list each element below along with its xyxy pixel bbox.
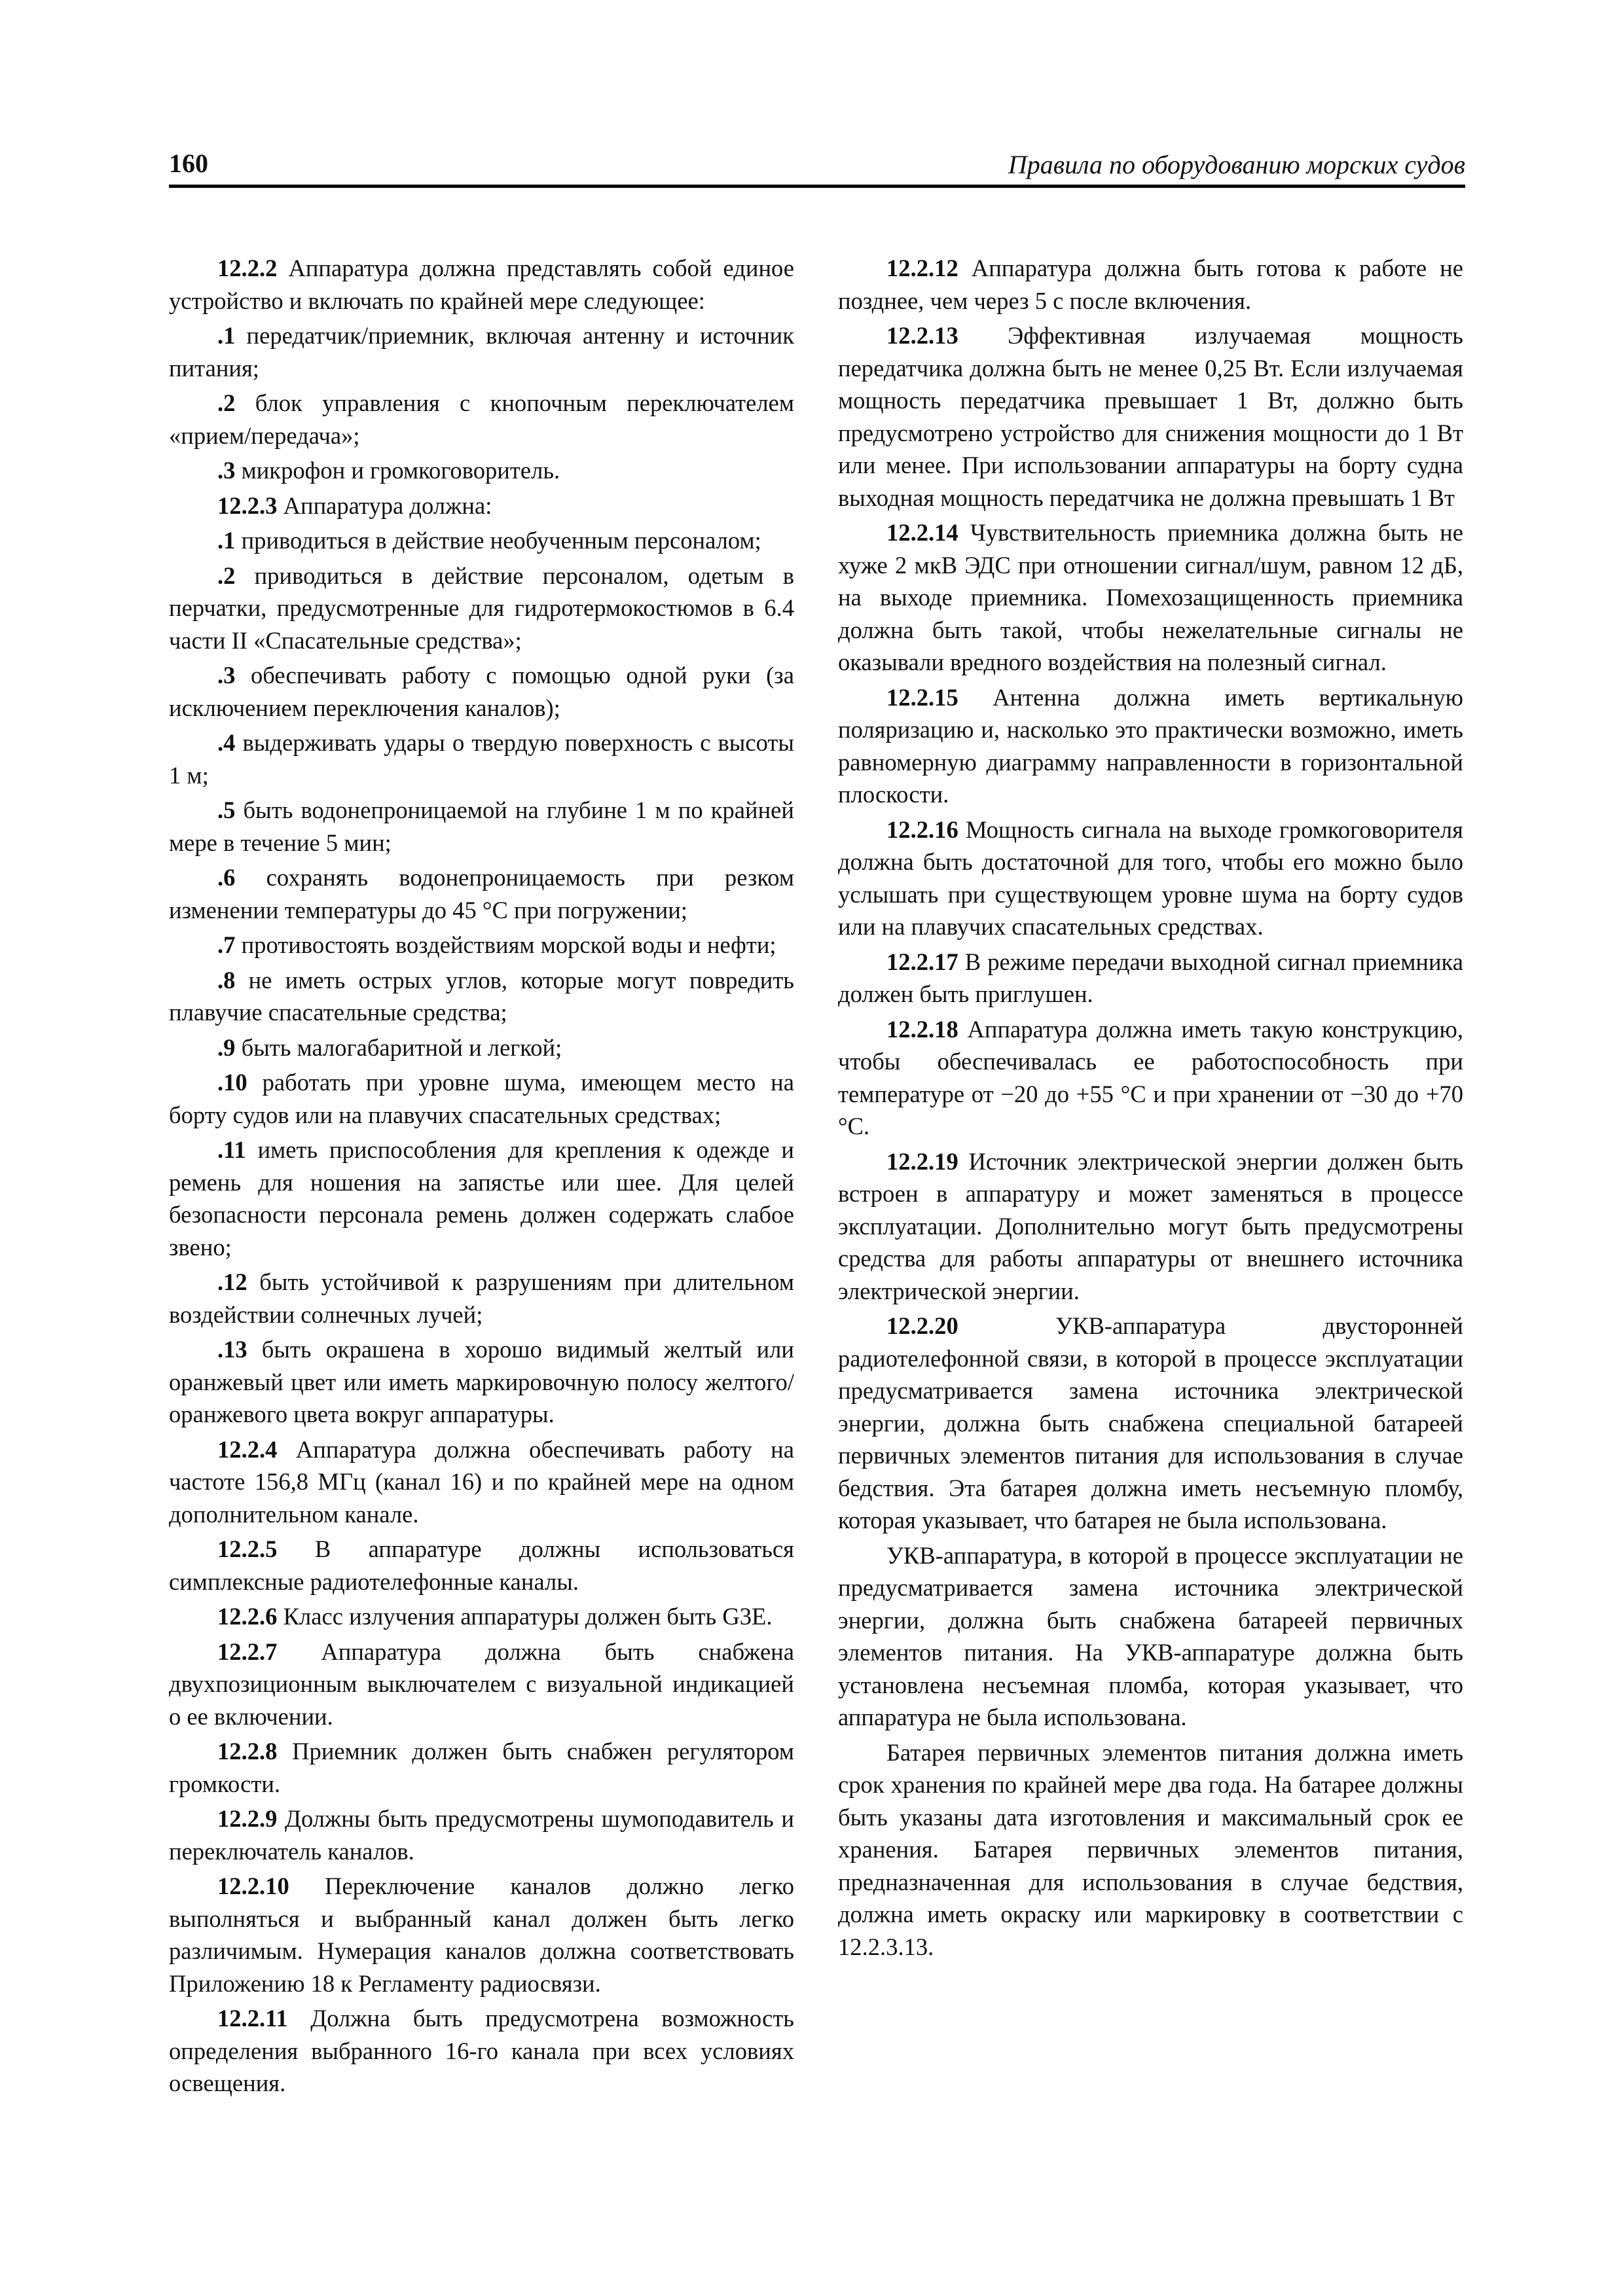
clause-number: .5	[217, 797, 236, 823]
paragraph	[838, 1145, 1463, 1308]
clause-number: 12.2.11	[217, 2005, 288, 2032]
paragraph	[838, 1736, 1463, 1964]
clause-number: .3	[217, 457, 236, 484]
paragraph	[838, 1539, 1463, 1734]
clause-number: 12.2.12	[886, 255, 958, 281]
clause-text: приводиться в действие необученным персоналом;	[235, 527, 761, 554]
clause-text: Чувствительность приемника должна быть не хуже 2 мкВ ЭДС при отношении сигнал/шум, равном 12 дБ, на выходе приемника. Помехозащищенность приемника должна быть такой, чтобы нежелательные сигналы не оказывали вредного воздействия на полезный сигнал.	[838, 519, 1463, 675]
clause-text: Должна быть предусмотрена возможность определения выбранного 16-го канала при всех условиях освещения.	[169, 2005, 794, 2096]
clause-number: 12.2.18	[886, 1015, 958, 1043]
clause-number: 12.2.10	[217, 1873, 289, 1899]
clause-number: 12.2.20	[886, 1312, 958, 1339]
clause-number: 12.2.19	[886, 1147, 958, 1175]
paragraph	[838, 1013, 1463, 1143]
paragraph	[169, 2002, 794, 2100]
clause-text: передатчик/приемник, включая антенну и источник питания;	[169, 322, 794, 382]
paragraph	[169, 964, 794, 1029]
clause-text: Антенна должна иметь вертикальную поляризацию и, насколько это практически возможно, иметь равномерную диаграмму направленности в горизонтальной плоскости.	[838, 683, 1463, 808]
clause-text: Должны быть предусмотрены шумоподавитель и переключатель каналов.	[169, 1805, 794, 1865]
clause-number: .6	[217, 864, 236, 891]
clause-text: Мощность сигнала на выходе громкоговорителя должна быть достаточной для того, чтобы его можно было услышать при существующем уровне шума на борту судов или на плавучих спасательных средствах.	[838, 816, 1463, 940]
clause-text: В аппаратуре должны использоваться симплексные радиотелефонные каналы.	[169, 1535, 794, 1595]
paragraph	[169, 794, 794, 859]
paragraph	[169, 1066, 794, 1131]
clause-text: Аппаратура должна представлять собой единое устройство и включать по крайней мере следующее:	[169, 255, 794, 314]
paragraph	[169, 1333, 794, 1431]
clause-text: быть водонепроницаемой на глубине 1 м по крайней мере в течение 5 мин;	[169, 797, 794, 856]
paragraph	[169, 861, 794, 926]
paragraph	[169, 524, 794, 557]
page-header	[169, 148, 1465, 188]
clause-number: 12.2.5	[217, 1535, 278, 1562]
paragraph	[169, 659, 794, 724]
paragraph	[169, 726, 794, 791]
clause-number: .10	[217, 1069, 247, 1096]
clause-text: Аппаратура должна иметь такую конструкцию, чтобы обеспечивалась ее работоспособность при температуре от −20 до +55 °С и при хранении от −30 до +70 °С.	[838, 1015, 1463, 1139]
clause-number: .7	[217, 931, 236, 958]
clause-text: Эффективная излучаемая мощность передатчика должна быть не менее 0,25 Вт. Если излучаемая мощность передатчика превышает 1 Вт, должно быть предусмотрено устройство для снижения мощности до 1 Вт или менее. При использовании аппаратуры на борту судна выходная мощность передатчика не должна превышать 1 Вт	[838, 322, 1463, 511]
paragraph	[169, 1600, 794, 1633]
clause-text: Батарея первичных элементов питания должна иметь срок хранения по крайней мере два года. На батарее должны быть указаны дата изготовления и максимальный срок ее хранения. Батарея первичных элементов питания, предназначенная для использования в случае бедствия, должна иметь окраску или маркировку в соответствии с 12.2.3.13.	[838, 1738, 1463, 1960]
clause-text: приводиться в действие персоналом, одетым в перчатки, предусмотренные для гидротермокостюмов в 6.4 части II «Спасательные средства»;	[169, 562, 794, 654]
paragraph	[169, 1266, 794, 1331]
clause-number: .11	[217, 1136, 246, 1163]
clause-number: .8	[217, 966, 236, 994]
clause-number: .13	[217, 1336, 247, 1363]
paragraph	[169, 1134, 794, 1263]
clause-text: УКВ-аппаратура, в которой в процессе эксплуатации не предусматривается замена источника электрической энергии, должна быть снабжена батареей первичных элементов питания. На УКВ-аппаратуре должна быть установлена несъемная пломба, которая указывает, что аппаратура не была использована.	[838, 1541, 1463, 1731]
paragraph	[169, 454, 794, 487]
clause-number: 12.2.3	[217, 492, 278, 519]
paragraph	[838, 946, 1463, 1011]
clause-text: Класс излучения аппаратуры должен быть G3E.	[277, 1603, 773, 1630]
paragraph	[169, 490, 794, 522]
clause-number: .1	[217, 527, 236, 554]
paragraph	[169, 319, 794, 384]
clause-number: .9	[217, 1033, 236, 1061]
clause-text: не иметь острых углов, которые могут повредить плавучие спасательные средства;	[169, 966, 794, 1026]
clause-number: .3	[217, 662, 236, 689]
left-column	[169, 252, 794, 2102]
clause-text: Аппаратура должна быть готова к работе не позднее, чем через 5 с после включения.	[838, 255, 1463, 314]
clause-number: .12	[217, 1268, 247, 1295]
clause-text: сохранять водонепроницаемость при резком изменении температуры до 45 °С при погружении;	[169, 864, 794, 924]
clause-text: выдерживать удары о твердую поверхность с высоты 1 м;	[169, 729, 794, 789]
clause-number: .2	[217, 562, 236, 589]
paragraph	[838, 252, 1463, 317]
paragraph	[838, 814, 1463, 943]
clause-number: 12.2.9	[217, 1805, 278, 1832]
clause-text: Источник электрической энергии должен быть встроен в аппаратуру и может заменяться в процессе эксплуатации. Дополнительно могут быть предусмотрены средства для работы аппаратуры от внешнего источника электрической энергии.	[838, 1147, 1463, 1304]
clause-number: 12.2.8	[217, 1738, 278, 1765]
clause-number: 12.2.6	[217, 1603, 278, 1630]
clause-number: .2	[217, 389, 236, 416]
paragraph	[838, 1310, 1463, 1537]
clause-text: Приемник должен быть снабжен регулятором громкости.	[169, 1738, 794, 1797]
clause-text: быть малогабаритной и легкой;	[235, 1033, 562, 1061]
clause-number: 12.2.15	[886, 683, 958, 711]
paragraph	[169, 929, 794, 961]
clause-number: .1	[217, 322, 236, 349]
clause-text: работать при уровне шума, имеющем место на борту судов или на плавучих спасательных средствах;	[169, 1069, 794, 1128]
clause-text: Аппаратура должна:	[277, 492, 492, 519]
paragraph	[169, 560, 794, 657]
clause-text: быть устойчивой к разрушениям при длительном воздействии солнечных лучей;	[169, 1268, 794, 1328]
clause-text: противостоять воздействиям морской воды и нефти;	[235, 931, 776, 958]
clause-text: быть окрашена в хорошо видимый желтый или оранжевый цвет или иметь маркировочную полосу желтого/оранжевого цвета вокруг аппаратуры.	[169, 1336, 794, 1427]
clause-text: Аппаратура должна быть снабжена двухпозиционным выключателем с визуальной индикацией о ее включении.	[169, 1638, 794, 1730]
clause-text: иметь приспособления для крепления к одежде и ремень для ношения на запястье или шее. Для целей безопасности персонала ремень должен содержать слабое звено;	[169, 1136, 794, 1261]
clause-text: обеспечивать работу с помощью одной руки (за исключением переключения каналов);	[169, 662, 794, 721]
paragraph	[169, 1433, 794, 1531]
clause-number: .4	[217, 729, 236, 756]
clause-text: Аппаратура должна обеспечивать работу на частоте 156,8 МГц (канал 16) и по крайней мере на одном дополнительном канале.	[169, 1435, 794, 1528]
paragraph	[169, 1735, 794, 1800]
right-column	[838, 252, 1463, 1965]
clause-number: 12.2.7	[217, 1638, 278, 1665]
paragraph	[169, 1870, 794, 2000]
page-number: 160	[169, 149, 208, 178]
paragraph	[169, 252, 794, 317]
clause-text: В режиме передачи выходной сигнал приемника должен быть приглушен.	[838, 948, 1463, 1007]
paragraph	[169, 1803, 794, 1867]
running-title: Правила по оборудованию морских судов	[1008, 150, 1465, 179]
clause-text: блок управления с кнопочным переключателем «прием/передача»;	[169, 389, 794, 449]
clause-number: 12.2.17	[886, 948, 958, 975]
paragraph	[838, 516, 1463, 679]
clause-text: микрофон и громкоговоритель.	[235, 457, 560, 484]
paragraph	[169, 1031, 794, 1064]
paragraph	[838, 319, 1463, 514]
clause-number: 12.2.4	[217, 1435, 278, 1463]
clause-number: 12.2.2	[217, 255, 278, 281]
paragraph	[838, 681, 1463, 811]
paragraph	[169, 1533, 794, 1598]
clause-text: УКВ-аппаратура двусторонней радиотелефонной связи, в которой в процессе эксплуатации предусматривается замена источника электрической энергии, должна быть снабжена специальной батареей первичных элементов питания для использования в случае бедствия. Эта батарея должна иметь несъемную пломбу, которая указывает, что батарея не была использована.	[838, 1312, 1463, 1534]
paragraph	[169, 1636, 794, 1733]
paragraph	[169, 387, 794, 452]
clause-number: 12.2.13	[886, 322, 958, 349]
clause-text: Переключение каналов должно легко выполняться и выбранный канал должен быть легко различимым. Нумерация каналов должна соответствовать Приложению 18 к Регламенту радиосвязи.	[169, 1873, 794, 1997]
clause-number: 12.2.16	[886, 816, 958, 843]
clause-number: 12.2.14	[886, 519, 958, 546]
